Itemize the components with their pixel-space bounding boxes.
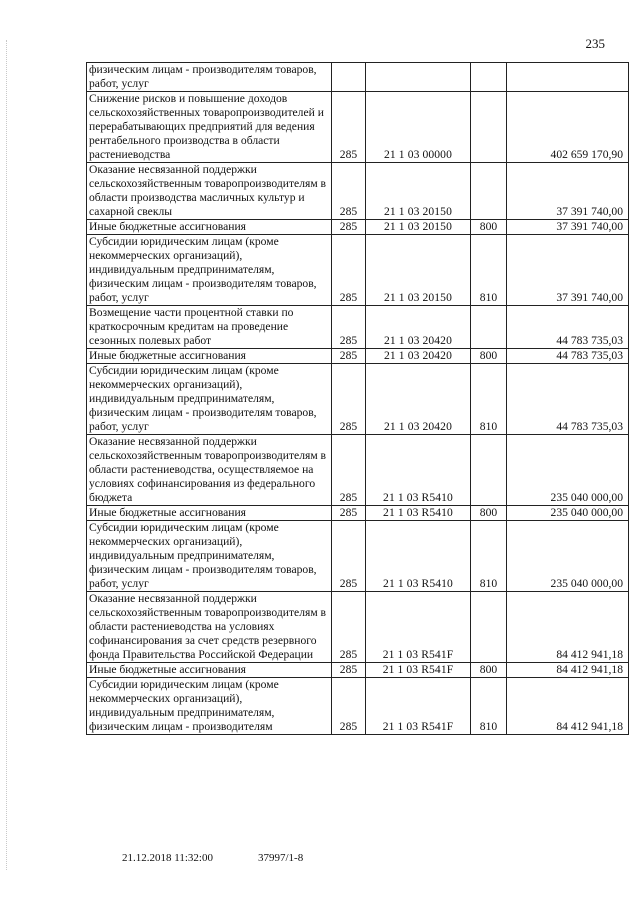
footer-doc-number: 37997/1-8 <box>258 852 304 864</box>
cell-vr: 800 <box>471 663 507 678</box>
cell-vr: 800 <box>471 506 507 521</box>
cell-name: Иные бюджетные ассигнования <box>87 663 332 678</box>
table-row <box>87 220 629 235</box>
cell-vr <box>471 63 507 92</box>
cell-grbs <box>332 63 366 92</box>
table-row <box>87 435 629 506</box>
cell-sum: 235 040 000,00 <box>507 506 629 521</box>
table-row <box>87 306 629 349</box>
cell-csr: 21 1 03 20420 <box>366 349 471 364</box>
cell-name: Субсидии юридическим лицам (кроме некоммерческих организаций), индивидуальным предпринимателям, физическим лицам - производителям <box>87 678 332 735</box>
page-number: 235 <box>585 36 605 51</box>
cell-grbs: 285 <box>332 663 366 678</box>
cell-sum: 37 391 740,00 <box>507 163 629 220</box>
cell-grbs: 285 <box>332 506 366 521</box>
cell-csr: 21 1 03 20420 <box>366 364 471 435</box>
cell-csr: 21 1 03 R541F <box>366 678 471 735</box>
cell-sum: 235 040 000,00 <box>507 435 629 506</box>
cell-csr: 21 1 03 R541F <box>366 663 471 678</box>
cell-name: Иные бюджетные ассигнования <box>87 220 332 235</box>
cell-grbs: 285 <box>332 521 366 592</box>
cell-csr: 21 1 03 20150 <box>366 220 471 235</box>
cell-csr: 21 1 03 R5410 <box>366 506 471 521</box>
cell-csr: 21 1 03 20150 <box>366 163 471 220</box>
cell-vr: 800 <box>471 220 507 235</box>
table-body <box>87 63 629 735</box>
table-row <box>87 592 629 663</box>
cell-sum: 235 040 000,00 <box>507 521 629 592</box>
cell-sum: 84 412 941,18 <box>507 592 629 663</box>
table-row <box>87 364 629 435</box>
cell-vr <box>471 163 507 220</box>
cell-sum: 402 659 170,90 <box>507 92 629 163</box>
cell-name: физическим лицам - производителям товаров, работ, услуг <box>87 63 332 92</box>
cell-grbs: 285 <box>332 435 366 506</box>
cell-name: Субсидии юридическим лицам (кроме некоммерческих организаций), индивидуальным предпринимателям, физическим лицам - производителям товаров, работ, услуг <box>87 364 332 435</box>
cell-sum: 44 783 735,03 <box>507 349 629 364</box>
table-row <box>87 92 629 163</box>
cell-sum <box>507 63 629 92</box>
cell-grbs: 285 <box>332 678 366 735</box>
cell-sum: 84 412 941,18 <box>507 663 629 678</box>
cell-sum: 84 412 941,18 <box>507 678 629 735</box>
cell-name: Оказание несвязанной поддержки сельскохозяйственным товаропроизводителям в области производства масличных культур и сахарной свеклы <box>87 163 332 220</box>
cell-grbs: 285 <box>332 364 366 435</box>
cell-grbs: 285 <box>332 349 366 364</box>
cell-name: Иные бюджетные ассигнования <box>87 349 332 364</box>
table-row <box>87 235 629 306</box>
cell-vr: 810 <box>471 678 507 735</box>
table-row <box>87 506 629 521</box>
cell-grbs: 285 <box>332 592 366 663</box>
cell-csr: 21 1 03 20420 <box>366 306 471 349</box>
scan-edge-artifact <box>6 40 8 870</box>
cell-grbs: 285 <box>332 235 366 306</box>
cell-vr <box>471 435 507 506</box>
cell-vr: 810 <box>471 521 507 592</box>
cell-vr <box>471 92 507 163</box>
cell-grbs: 285 <box>332 306 366 349</box>
table-row <box>87 163 629 220</box>
cell-name: Оказание несвязанной поддержки сельскохозяйственным товаропроизводителям в области растениеводства на условиях софинансирования за счет средств резервного фонда Правительства Российской Федерации <box>87 592 332 663</box>
cell-name: Возмещение части процентной ставки по краткосрочным кредитам на проведение сезонных полевых работ <box>87 306 332 349</box>
table-row <box>87 349 629 364</box>
cell-name: Иные бюджетные ассигнования <box>87 506 332 521</box>
table-row <box>87 663 629 678</box>
cell-name: Субсидии юридическим лицам (кроме некоммерческих организаций), индивидуальным предпринимателям, физическим лицам - производителям товаров, работ, услуг <box>87 521 332 592</box>
cell-vr: 810 <box>471 364 507 435</box>
cell-csr: 21 1 03 R5410 <box>366 521 471 592</box>
budget-table <box>86 62 629 735</box>
cell-csr: 21 1 03 R5410 <box>366 435 471 506</box>
cell-name: Оказание несвязанной поддержки сельскохозяйственным товаропроизводителям в области растениеводства, осуществляемое на условиях софинансирования из федерального бюджета <box>87 435 332 506</box>
cell-grbs: 285 <box>332 92 366 163</box>
cell-csr: 21 1 03 20150 <box>366 235 471 306</box>
cell-name: Снижение рисков и повышение доходов сельскохозяйственных товаропроизводителей и перерабатывающих предприятий для ведения рентабельного производства в области растениеводства <box>87 92 332 163</box>
cell-name: Субсидии юридическим лицам (кроме некоммерческих организаций), индивидуальным предпринимателям, физическим лицам - производителям товаров, работ, услуг <box>87 235 332 306</box>
cell-csr: 21 1 03 R541F <box>366 592 471 663</box>
cell-vr: 800 <box>471 349 507 364</box>
table-row <box>87 521 629 592</box>
footer-timestamp: 21.12.2018 11:32:00 <box>122 852 213 864</box>
cell-csr <box>366 63 471 92</box>
cell-vr <box>471 306 507 349</box>
cell-sum: 37 391 740,00 <box>507 235 629 306</box>
table-row <box>87 678 629 735</box>
cell-csr: 21 1 03 00000 <box>366 92 471 163</box>
cell-vr <box>471 592 507 663</box>
cell-sum: 37 391 740,00 <box>507 220 629 235</box>
cell-sum: 44 783 735,03 <box>507 364 629 435</box>
cell-grbs: 285 <box>332 163 366 220</box>
table-row <box>87 63 629 92</box>
cell-grbs: 285 <box>332 220 366 235</box>
cell-sum: 44 783 735,03 <box>507 306 629 349</box>
cell-vr: 810 <box>471 235 507 306</box>
